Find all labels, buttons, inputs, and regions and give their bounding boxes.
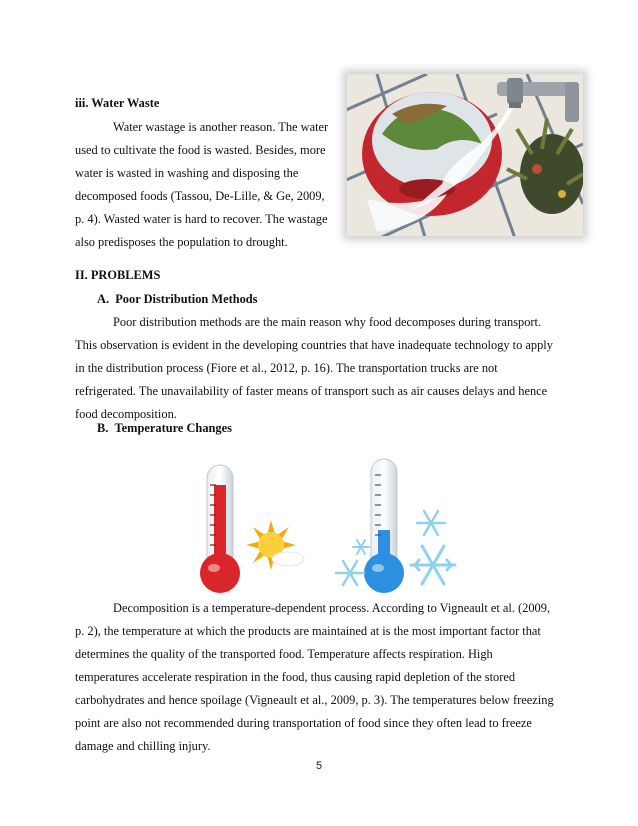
paragraph-water-waste bbox=[75, 116, 343, 254]
text-line: also predisposes the population to drought. bbox=[75, 235, 288, 249]
section-heading-problems: II. PROBLEMS bbox=[75, 268, 161, 282]
paragraph-poor-distribution bbox=[75, 311, 565, 426]
temperature-illustration bbox=[193, 455, 483, 595]
text-line: p. 2), the temperature at which the products are maintained at is the most important factor that bbox=[75, 624, 541, 638]
text-line: water is wasted in washing and disposing the bbox=[75, 166, 299, 180]
text-line: carbohydrates and hence spoilage (Vigneault et al., 2009, p. 3). The temperatures below freezing bbox=[75, 693, 554, 707]
text-line: temperatures accelerate respiration in the food, thus causing rapid depletion of the stored bbox=[75, 670, 516, 684]
text-line: used to cultivate the food is wasted. Besides, more bbox=[75, 143, 326, 157]
text-line: This observation is evident in the developing countries that have inadequate technology to apply bbox=[75, 338, 553, 352]
text-line: p. 4). Wasted water is hard to recover. The wastage bbox=[75, 212, 328, 226]
subheading-poor-distribution: A. Poor Distribution Methods bbox=[97, 292, 258, 306]
water-waste-illustration bbox=[347, 74, 583, 236]
text-line: point are also not recommended during transportation of food since they often lead to freeze bbox=[75, 716, 532, 730]
text-line: Poor distribution methods are the main reason why food decomposes during transport. bbox=[113, 315, 542, 329]
text-line: in the distribution process (Fiore et al., 2012, p. 16). The transportation trucks are not bbox=[75, 361, 498, 375]
section-heading-water-waste: iii. Water Waste bbox=[75, 96, 160, 110]
subheading-temperature-changes: B. Temperature Changes bbox=[97, 421, 232, 435]
page-number: 5 bbox=[315, 760, 323, 772]
paragraph-temperature-changes bbox=[75, 597, 570, 758]
text-line: Decomposition is a temperature-dependent process. According to Vigneault et al. (2009, bbox=[113, 601, 551, 615]
sun-icon bbox=[246, 520, 304, 570]
text-line: refrigerated. The unavailability of faster means of transport such as air causes delays and hence bbox=[75, 384, 548, 398]
text-line: damage and chilling injury. bbox=[75, 739, 211, 753]
text-line: determines the quality of the transported food. Temperature affects respiration. High bbox=[75, 647, 493, 661]
text-line: Water wastage is another reason. The water bbox=[113, 120, 329, 134]
thermometer-cold-icon bbox=[364, 459, 404, 593]
thermometer-hot-icon bbox=[200, 465, 240, 593]
text-line: food decomposition. bbox=[75, 407, 177, 421]
text-line: decomposed foods (Tassou, De-Lille, & Ge, 2009, bbox=[75, 189, 325, 203]
